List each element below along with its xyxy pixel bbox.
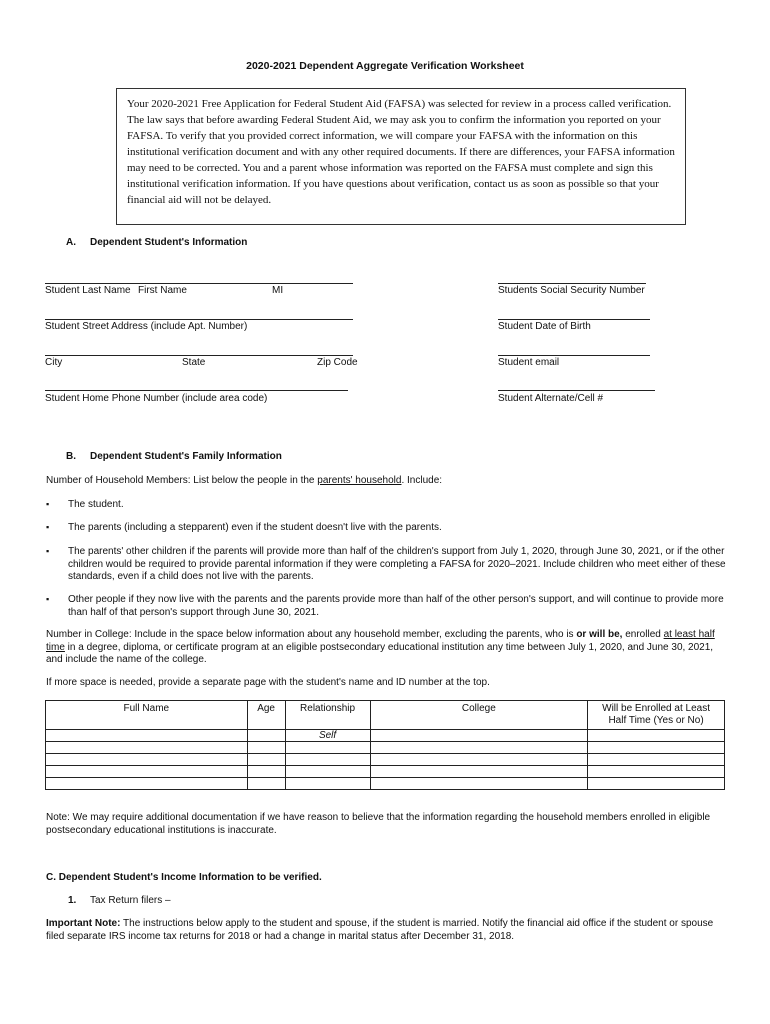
bullet-icon: ▪	[46, 594, 50, 604]
college-text-2: or will be	[573, 629, 620, 640]
important-note-label: Important Note:	[46, 918, 121, 929]
household-intro-end: . Include:	[401, 475, 443, 486]
table-row	[46, 730, 725, 742]
table-cell[interactable]	[247, 766, 285, 778]
table-row	[46, 742, 725, 754]
important-note	[46, 918, 726, 943]
col-age: Age	[247, 701, 285, 730]
enrollment-note: Note: We may require additional documentation if we have reason to believe that the information regarding the household members enrolled in eligible postsecondary educational institutions is inaccurate.	[46, 812, 711, 836]
name-line[interactable]	[45, 283, 353, 284]
household-intro	[46, 475, 726, 488]
bullet-student: The student.	[68, 499, 124, 510]
col-enrolled-half-time: Will be Enrolled at Least Half Time (Yes or No)	[588, 701, 725, 730]
bullet-icon: ▪	[46, 546, 50, 556]
cell-label: Student Alternate/Cell #	[498, 393, 604, 404]
address-label: Student Street Address (include Apt. Number)	[45, 321, 248, 332]
mi-label: MI	[272, 285, 284, 296]
table-cell[interactable]	[285, 742, 370, 754]
table-cell[interactable]	[46, 778, 248, 790]
city-line[interactable]	[45, 355, 353, 356]
home-phone-line[interactable]	[45, 390, 348, 391]
table-row	[46, 766, 725, 778]
col-college: College	[370, 701, 588, 730]
section-a-letter: A.	[66, 237, 76, 248]
table-cell[interactable]	[247, 778, 285, 790]
ssn-label: Students Social Security Number	[498, 285, 645, 296]
table-row	[46, 754, 725, 766]
college-text-3: enrolled	[622, 629, 664, 640]
table-cell[interactable]	[247, 742, 285, 754]
tax-return-filers-label: Tax Return filers –	[90, 895, 171, 906]
number-in-college: Number in College: Include in the space below information about any household member, excluding the parents, who is or will be, enrolled at least half time in a degree, diploma, or certificate program at an eligible postsecondary educational institution any time between July 1, 2020, and June 30, 2021, and include the name of the college.	[46, 629, 715, 665]
table-cell[interactable]	[285, 778, 370, 790]
intro-box: Your 2020-2021 Free Application for Federal Student Aid (FAFSA) was selected for review in a process called verification. The law says that before awarding Federal Student Aid, we may ask you to confirm the information you reported on your FAFSA. To verify that you provided correct information, we will compare your FAFSA with the information on this institutional verification document and with any other required documents. If there are differences, your FAFSA information may need to be corrected. You and a parent whose information was reported on the FAFSA must complete and sign this institutional verification information. If you have questions about verification, contact us as soon as possible so that your financial aid will not be delayed.	[116, 88, 686, 225]
section-b-letter: B.	[66, 451, 76, 462]
section-a-heading: Dependent Student's Information	[90, 237, 248, 248]
important-note-text: The instructions below apply to the student and spouse, if the student is married. Notify the financial aid office if the student or spouse filed separate IRS income tax returns for 2018 or had a change in marital status after December 31, 2018.	[46, 918, 714, 942]
table-cell[interactable]	[370, 778, 588, 790]
address-line[interactable]	[45, 319, 353, 320]
table-cell[interactable]	[588, 766, 725, 778]
table-cell[interactable]	[588, 742, 725, 754]
section-b-heading: Dependent Student's Family Information	[90, 451, 282, 462]
table-row	[46, 778, 725, 790]
table-cell[interactable]	[370, 766, 588, 778]
table-cell[interactable]	[46, 754, 248, 766]
state-label: State	[182, 357, 206, 368]
table-cell[interactable]	[588, 754, 725, 766]
table-cell[interactable]	[370, 742, 588, 754]
bullet-icon: ▪	[46, 499, 50, 509]
page-title: 2020-2021 Dependent Aggregate Verification Worksheet	[246, 60, 524, 72]
col-full-name: Full Name	[46, 701, 248, 730]
table-cell[interactable]	[285, 754, 370, 766]
parents-household-term: parents' household	[317, 475, 402, 486]
email-line[interactable]	[498, 355, 650, 356]
first-name-label: First Name	[138, 285, 187, 296]
table-cell[interactable]	[370, 754, 588, 766]
table-cell[interactable]	[285, 766, 370, 778]
college-text-4: in a degree, diploma, or certificate program at an eligible postsecondary educational institution any time between July 1, 2020, and June 30, 2021, and include the name of the college.	[46, 641, 714, 665]
section-c-heading: C. Dependent Student's Income Information to be verified.	[46, 872, 322, 883]
household-table	[45, 700, 725, 790]
table-cell[interactable]	[46, 766, 248, 778]
email-label: Student email	[498, 357, 560, 368]
self-cell: Self	[285, 730, 370, 742]
more-space-note: If more space is needed, provide a separate page with the student's name and ID number at the top.	[46, 677, 490, 688]
dob-label: Student Date of Birth	[498, 321, 591, 332]
cell-line[interactable]	[498, 390, 655, 391]
household-intro-text: Number of Household Members: List below the people in the	[46, 475, 318, 486]
college-text-1: Number in College: Include in the space below information about any household member, excluding the parents, who is	[46, 629, 574, 640]
bullet-other-people: Other people if they now live with the parents and the parents provide more than half of the other person's support, and will continue to provide more than half of that person's support through June 30, 2021.	[68, 594, 724, 618]
bullet-parents: The parents (including a stepparent) even if the student doesn't live with the parents.	[68, 522, 442, 533]
table-cell[interactable]	[370, 730, 588, 742]
item-number: 1.	[68, 895, 77, 906]
table-cell[interactable]	[247, 754, 285, 766]
table-cell[interactable]	[588, 778, 725, 790]
city-label: City	[45, 357, 63, 368]
half-time-term: at least half time	[46, 629, 715, 653]
zip-label: Zip Code	[317, 357, 358, 368]
ssn-line[interactable]	[498, 283, 646, 284]
bullet-other-children: The parents' other children if the parents will provide more than half of the children's support from July 1, 2020, through June 30, 2021, or if the other children would be required to provide parental information if they were completing a FAFSA for 2020–2021. Include children who meet either of these standards, even if a child does not live with the parents.	[68, 546, 726, 582]
table-cell[interactable]	[588, 730, 725, 742]
table-cell[interactable]	[46, 742, 248, 754]
table-header-row	[46, 701, 725, 730]
col-relationship: Relationship	[285, 701, 370, 730]
home-phone-label: Student Home Phone Number (include area code)	[45, 393, 268, 404]
table-cell[interactable]	[46, 730, 248, 742]
dob-line[interactable]	[498, 319, 650, 320]
table-cell[interactable]	[247, 730, 285, 742]
bullet-icon: ▪	[46, 522, 50, 532]
last-name-label: Student Last Name	[45, 285, 131, 296]
